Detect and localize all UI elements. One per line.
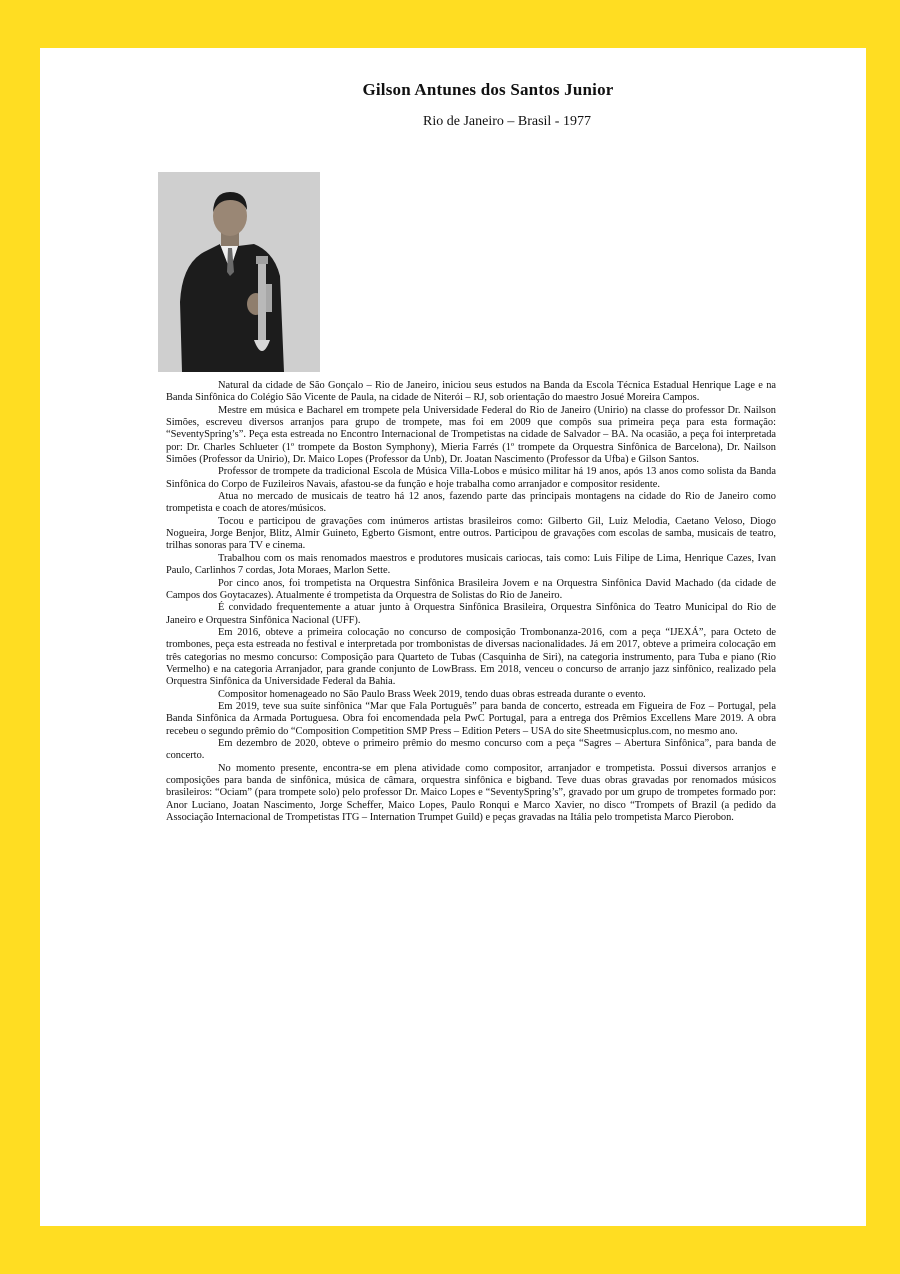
bio-paragraph: Mestre em música e Bacharel em trompete pela Universidade Federal do Rio de Janeiro (Unirio) na classe do professor Dr. Nailson Simões, escreveu diversos arranjos para grupo de trompete, mas foi em 2009 que compôs sua primeira peça para esta formação: “SeventySpring’s”. Peça esta estreada no Encontro Internacional de Trompetistas na cidade de Salvador – BA. Na ocasião, a peça foi interpretada por: Dr. Charles Schlueter (1º trompete da Boston Symphony), Mieria Farrés (1º trompete da Orquestra Sinfônica de Barcelona), Dr. Nailson Simões (Professor da Unirio), Dr. Maico Lopes (Professor da Unb), Dr. Joatan Nascimento (Professor da Ufba) e Gilson Santos. xyxy=(166,404,776,466)
bio-paragraph: Compositor homenageado no São Paulo Brass Week 2019, tendo duas obras estreada durante o evento. xyxy=(218,688,646,700)
bio-paragraph: Em dezembro de 2020, obteve o primeiro prêmio do mesmo concurso com a peça “Sagres – Abertura Sinfônica”, para banda de concerto. xyxy=(166,737,776,762)
bio-paragraph: Atua no mercado de musicais de teatro há 12 anos, fazendo parte das principais montagens na cidade do Rio de Janeiro como trompetista e coach de atores/músicos. xyxy=(166,491,776,515)
bio-paragraph: Em 2019, teve sua suíte sinfônica “Mar que Fala Português” para banda de concerto, estreada em Figueira de Foz – Portugal, pela Banda Sinfônica da Armada Portuguesa. Obra foi encomendada pela PwC Portugal, para a entrega dos Prêmios Excellens Mare 2019. A obra recebeu o segundo prêmio do “Composition Competition SMP Press – Edition Peters – USA do site Sheetmusicplus.com, no mesmo ano. xyxy=(166,700,776,737)
bio-paragraph: Natural da cidade de São Gonçalo – Rio de Janeiro, iniciou seus estudos na Banda da Escola Técnica Estadual Henrique Lage e na Banda Sinfônica do Colégio São Vicente de Paula, na cidade de Niterói – RJ, sob orientação do maestro Josué Moreira Campos. xyxy=(166,380,776,404)
document-page xyxy=(40,48,866,1226)
biography-text xyxy=(166,380,776,824)
page-subtitle: Rio de Janeiro – Brasil - 1977 xyxy=(423,114,591,129)
portrait-photo xyxy=(158,172,320,372)
bio-paragraph: Trabalhou com os mais renomados maestros e produtores musicais cariocas, tais como: Luis Filipe de Lima, Henrique Cazes, Ivan Paulo, Carlinhos 7 cordas, Jota Moraes, Marlon Sette. xyxy=(166,552,776,577)
bio-paragraph: Tocou e participou de gravações com inúmeros artistas brasileiros como: Gilberto Gil, Luiz Melodia, Caetano Veloso, Diogo Nogueira, Jorge Benjor, Blitz, Almir Guineto, Egberto Gismont, entre outros. Participou de gravações com escolas de samba, musicais de teatro, trilhas sonoras para TV e cinema. xyxy=(166,515,776,552)
trumpeter-portrait-image xyxy=(158,172,320,372)
bio-paragraph: Professor de trompete da tradicional Escola de Música Villa-Lobos e músico militar há 19 anos, após 13 anos como solista da Banda Sinfônica do Corpo de Fuzileiros Navais, afastou-se da função e hoje trabalha como arranjador e compositor residente. xyxy=(166,466,776,490)
bio-paragraph: No momento presente, encontra-se em plena atividade como compositor, arranjador e trompetista. Possui diversos arranjos e composições para banda de sinfônica, música de câmara, orquestra sinfônica e bigband. Teve duas obras gravadas por renomados músicos brasileiros: “Ociam” (para trompete solo) pelo professor Dr. Maico Lopes e “SeventySpring’s”, gravado por um grupo de trompetes formado por: Anor Luciano, Joatan Nascimento, Jorge Scheffer, Maico Lopes, Paulo Ronqui e Marco Xavier, no disco “Trompets of Brazil (a pedido da Associação Internacional de Trompetistas ITG – Internation Trumpet Guild) e peças gravadas na Itália pelo trompetista Marco Pierobon. xyxy=(166,762,776,824)
bio-paragraph: É convidado frequentemente a atuar junto à Orquestra Sinfônica Brasileira, Orquestra Sinfônica do Teatro Municipal do Rio de Janeiro e Orquestra Sinfônica Nacional (UFF). xyxy=(166,602,776,626)
bio-paragraph: Em 2016, obteve a primeira colocação no concurso de composição Trombonanza-2016, com a peça “IJEXÁ”, para Octeto de trombones, peça esta estreada no festival e interpretada por trombonistas de diversas nacionalidades. Já em 2017, obteve a primeira colocação em três categorias no mesmo concurso: Composição para Quarteto de Tubas (Casquinha de Siri), na categoria instrumento, para Tuba e piano (Rio Vermelho) e na categoria Arranjador, para grande conjunto de LowBrass. Em 2018, venceu o concurso de arranjo jazz sinfônico, realizado pela Orquestra Sinfônica da Universidade Federal da Bahia. xyxy=(166,626,776,688)
bio-paragraph: Por cinco anos, foi trompetista na Orquestra Sinfônica Brasileira Jovem e na Orquestra Sinfônica David Machado (da cidade de Campos dos Goytacazes). Atualmente é trompetista da Orquestra de Solistas do Rio de Janeiro. xyxy=(166,577,776,601)
page-title: Gilson Antunes dos Santos Junior xyxy=(362,80,614,99)
